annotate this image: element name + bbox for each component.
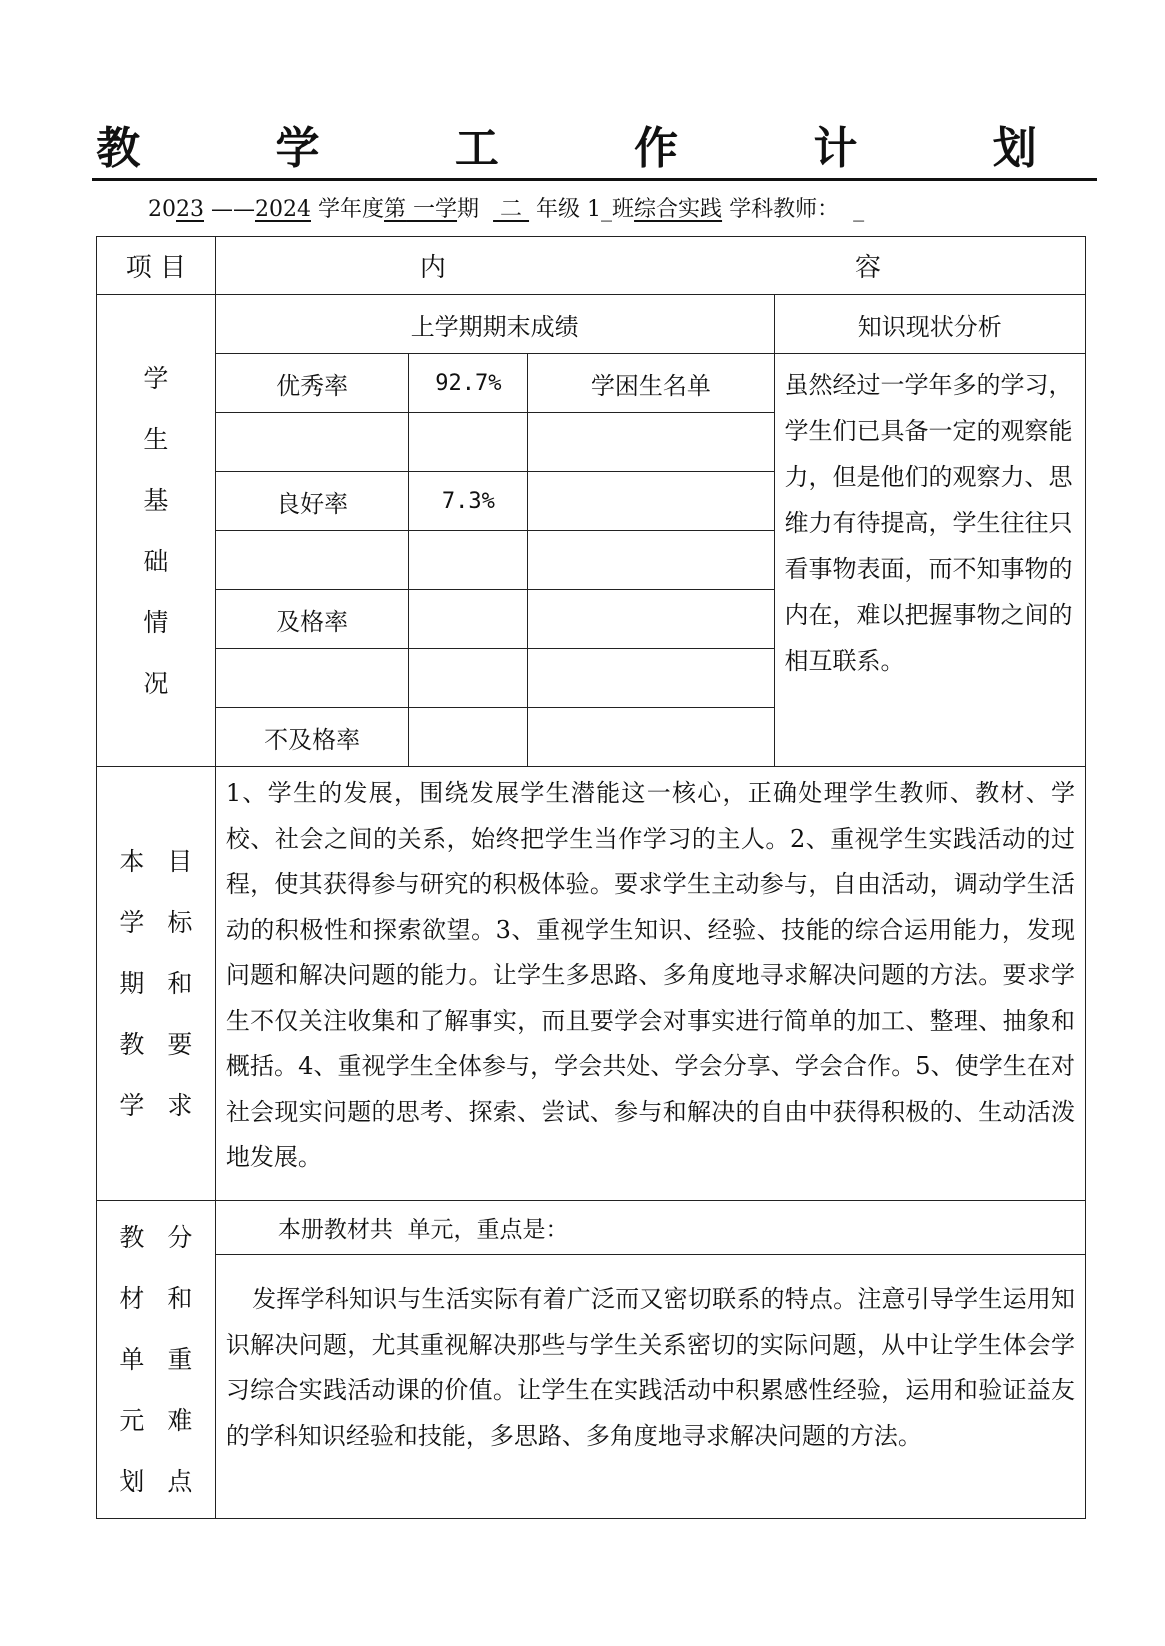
teacher-label: 学科教师：	[729, 197, 840, 222]
header-item: 项 目	[97, 237, 216, 295]
score-value: 7.3%	[409, 472, 528, 531]
score-label	[215, 413, 409, 472]
plan-info-line	[148, 192, 864, 223]
score-value	[409, 649, 528, 708]
struggling-students-cell	[528, 531, 774, 590]
page-title	[0, 112, 1165, 181]
analysis-text: 虽然经过一学年多的学习，学生们已具备一定的观察能力，但是他们的观察力、思维力有待提高，学生往往只看事物表面，而不知事物的内在，难以把握事物之间的相互联系。	[774, 354, 1085, 767]
grade-value: 二	[493, 197, 530, 222]
struggling-students-cell	[528, 649, 774, 708]
term-prefix: 第	[384, 197, 407, 222]
scores-header: 上学期期末成绩	[215, 295, 774, 354]
struggling-students-cell	[528, 708, 774, 767]
score-value	[409, 708, 528, 767]
academic-year-label: 学年度	[318, 197, 385, 222]
subject-value: 综合实践	[634, 197, 723, 222]
term-suffix: 期	[457, 197, 480, 222]
grade-class: 年级 1_班	[536, 197, 635, 222]
score-label: 及格率	[215, 590, 409, 649]
analysis-header: 知识现状分析	[774, 295, 1085, 354]
struggling-students-cell	[528, 472, 774, 531]
goals-text: 1、学生的发展，围绕发展学生潜能这一核心，正确处理学生教师、教材、学校、社会之间的关系，始终把学生当作学习的主人。2、重视学生实践活动的过程，使其获得参与研究的积极体验。要求学生主动参与，自由活动，调动学生活动的积极性和探索欲望。3、重视学生知识、经验、技能的综合运用能力，发现问题和解决问题的能力。让学生多思路、多角度地寻求解决问题的方法。要求学生不仅关注收集和了解事实，而且要学会对事实进行简单的加工、整理、抽象和概括。4、重视学生全体参与，学会共处、学会分享、学会合作。5、使学生在对社会现实问题的思考、探索、尝试、参与和解决的自由中获得积极的、生动活泼地发展。	[215, 767, 1085, 1201]
section-units-label: 教 材 单 元 划 分 和 重 难 点	[97, 1201, 216, 1519]
units-text: 发挥学科知识与生活实际有着广泛而又密切联系的特点。注意引导学生运用知识解决问题，尤其重视解决那些与学生关系密切的实际问题，从中让学生体会学习综合实践活动课的价值。让学生在实践活动中积累感性经验，运用和验证益友的学科知识经验和技能，多思路、多角度地寻求解决问题的方法。	[215, 1255, 1085, 1519]
year-start: 23	[176, 197, 204, 222]
score-label: 优秀率	[215, 354, 409, 413]
score-value: 92.7%	[409, 354, 528, 413]
score-label: 良好率	[215, 472, 409, 531]
score-label	[215, 531, 409, 590]
header-content-char-2: 容	[854, 253, 881, 283]
header-content-char-1: 内	[419, 253, 446, 283]
score-label: 不及格率	[215, 708, 409, 767]
score-label	[215, 649, 409, 708]
year-dash: ——	[211, 197, 255, 222]
year-prefix: 20	[148, 197, 176, 222]
score-value	[409, 413, 528, 472]
teacher-blank: _	[853, 197, 865, 222]
score-value	[409, 590, 528, 649]
section-student-basis-label: 学 生 基 础 情 况	[97, 295, 216, 767]
units-line: 本册教材共 单元，重点是：	[215, 1201, 1085, 1255]
struggling-students-cell	[528, 590, 774, 649]
title-text: 教 学 工 作 计 划	[92, 112, 1097, 181]
term-value: 一学	[406, 197, 458, 222]
score-value	[409, 531, 528, 590]
section-goals-label: 本 学 期 教 学 目 标 和 要 求	[97, 767, 216, 1201]
plan-table	[96, 236, 1086, 1519]
year-end: 2024	[255, 197, 311, 222]
struggling-students-cell	[528, 413, 774, 472]
struggling-students-header: 学困生名单	[528, 354, 774, 413]
header-content	[215, 237, 1085, 295]
